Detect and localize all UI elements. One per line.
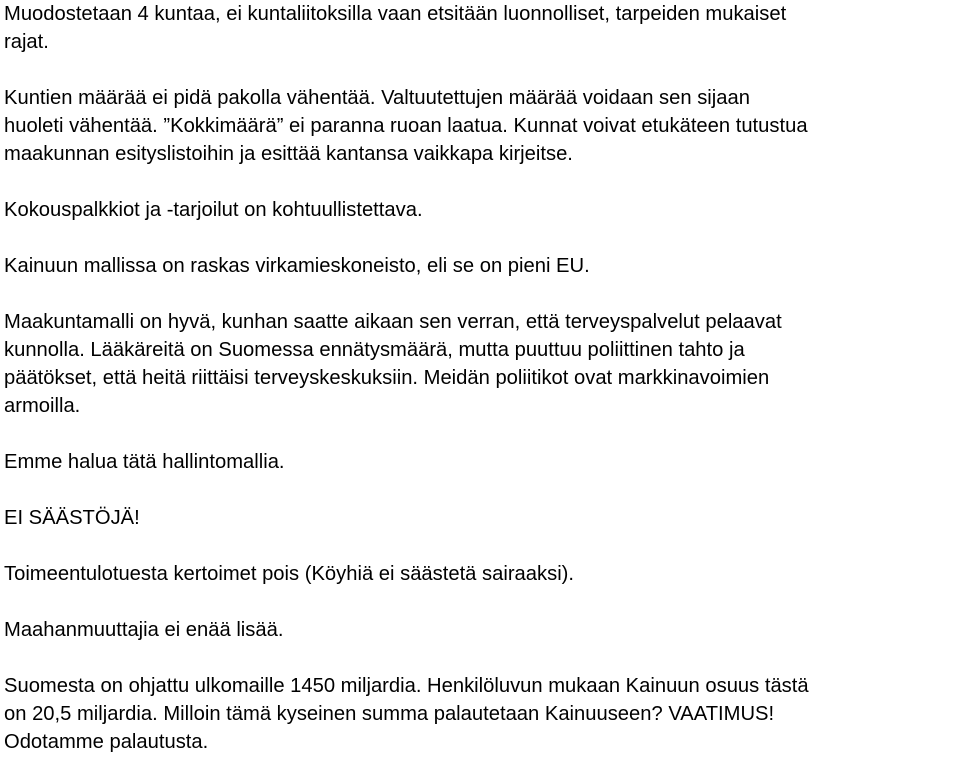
text-line: Emme halua tätä hallintomallia. [4,451,285,473]
paragraph-councillors [4,84,956,168]
paragraph-meeting-fees [4,196,956,224]
text-line: Odotamme palautusta. [4,731,209,753]
text-line: EI SÄÄSTÖJÄ! [4,507,140,529]
text-line: maakunnan esityslistoihin ja esittää kantansa vaikkapa kirjeitse. [4,143,573,165]
text-line: rajat. [4,31,49,53]
paragraph-municipalities [4,0,956,56]
text-line: kunnolla. Lääkäreitä on Suomessa ennätysmäärä, mutta puuttuu poliittinen tahto ja [4,339,745,361]
text-line: Muodostetaan 4 kuntaa, ei kuntaliitoksilla vaan etsitään luonnolliset, tarpeiden mukaiset [4,3,787,25]
text-line: Kuntien määrää ei pidä pakolla vähentää. Valtuutettujen määrää voidaan sen sijaan [4,87,750,109]
text-line: armoilla. [4,395,81,417]
text-line: on 20,5 miljardia. Milloin tämä kyseinen summa palautetaan Kainuuseen? VAATIMUS! [4,703,775,725]
text-line: Maahanmuuttajia ei enää lisää. [4,619,284,641]
text-line: Toimeentulotuesta kertoimet pois (Köyhiä ei säästetä sairaaksi). [4,563,575,585]
paragraph-funding-demand [4,672,956,756]
text-line: Kokouspalkkiot ja -tarjoilut on kohtuullistettava. [4,199,423,221]
text-line: Suomesta on ohjattu ulkomaille 1450 miljardia. Henkilöluvun mukaan Kainuun osuus tästä [4,675,809,697]
text-line: Kainuun mallissa on raskas virkamieskoneisto, eli se on pieni EU. [4,255,590,277]
document-body [4,0,956,784]
paragraph-regional-model [4,308,956,420]
paragraph-income-support [4,560,956,588]
text-line: päätökset, että heitä riittäisi terveyskeskuksiin. Meidän poliitikot ovat markkinavoimien [4,367,770,389]
text-line: huoleti vähentää. ”Kokkimäärä” ei paranna ruoan laatua. Kunnat voivat etukäteen tutustua [4,115,808,137]
paragraph-governance [4,448,956,476]
text-line: Maakuntamalli on hyvä, kunhan saatte aikaan sen verran, että terveyspalvelut pelaavat [4,311,782,333]
paragraph-no-savings [4,504,956,532]
paragraph-kainuu-model [4,252,956,280]
paragraph-immigration [4,616,956,644]
